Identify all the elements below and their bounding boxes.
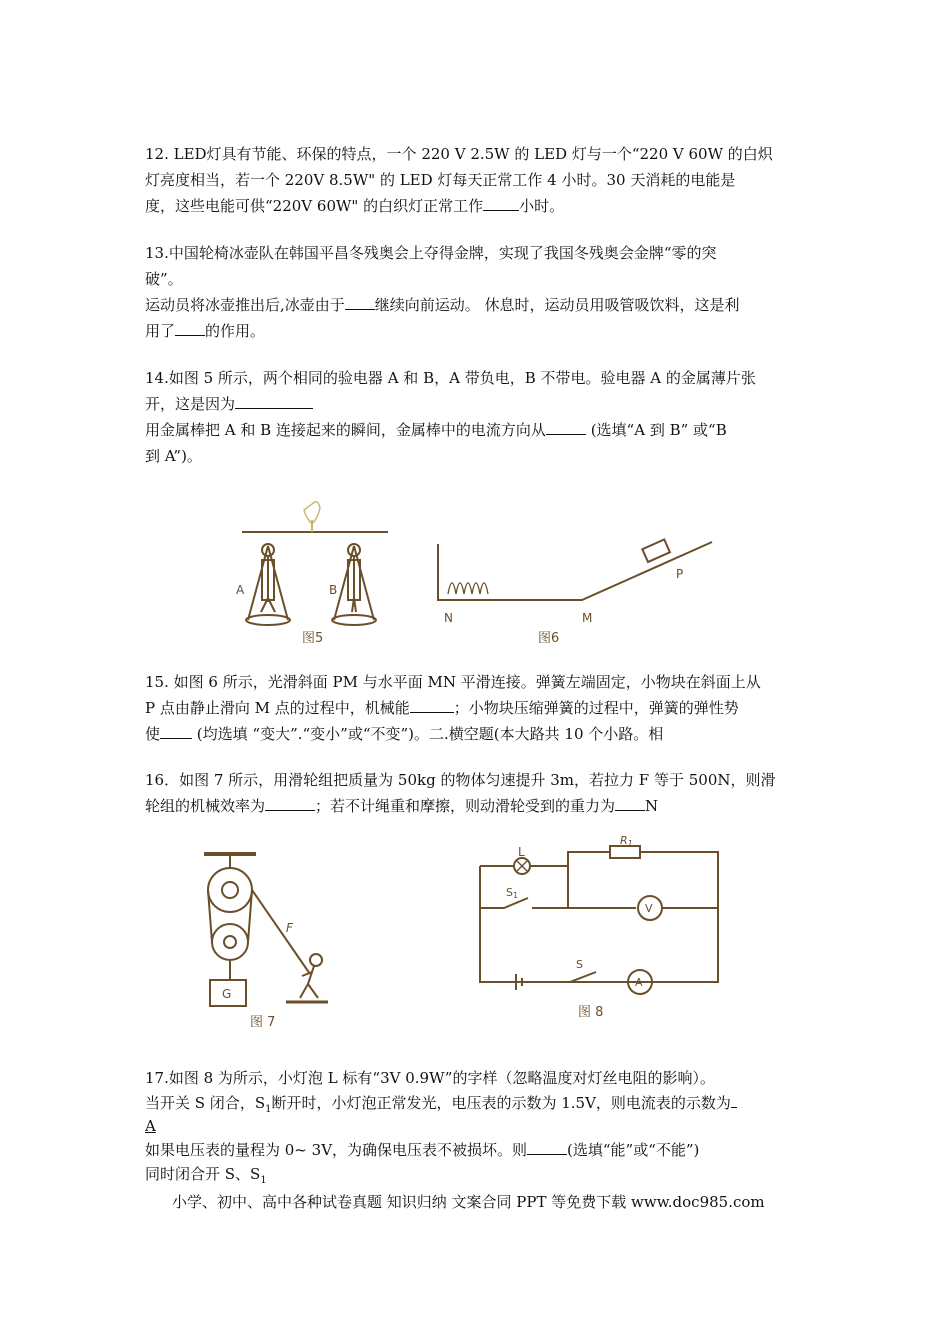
answer-blank — [265, 796, 315, 811]
q17-line-2 — [145, 1093, 737, 1120]
label-ammeter: A — [635, 976, 643, 989]
q16-line-1: 16．如图 7 所示，用滑轮组把质量为 50kg 的物体匀速提升 3m，若拉力 F 等于 500N，则滑 — [145, 771, 776, 789]
q15-line-3b: (均选填 “变大”.“变小”或“不变”)。二.横空题(本大路共 10 个小路。相 — [192, 725, 664, 743]
label-s1 — [506, 886, 518, 900]
q13-line-4a: 用了 — [145, 322, 176, 340]
figure-7-caption: 图 7 — [250, 1015, 276, 1030]
label-n: N — [444, 611, 453, 625]
answer-blank — [546, 420, 586, 435]
footer: 小学、初中、高中各种试卷真题 知识归纳 文案合同 PPT 等免费下载 www.doc985.com — [172, 1193, 765, 1211]
q17-line-5-sub: 1 — [260, 1175, 267, 1186]
q15-line-1: 15. 如图 6 所示，光滑斜面 PM 与水平面 MN 平滑连接。弹簧左端固定，小物块在斜面上从 — [145, 673, 761, 691]
q14-line-3 — [145, 420, 727, 440]
q17-line-2-sub: 1 — [265, 1104, 272, 1115]
figure-8-caption: 图 8 — [578, 1005, 604, 1020]
q17-line-4b: (选填“能”或“不能”) — [567, 1141, 700, 1159]
q16-line-2a: 轮组的机械效率为 — [145, 797, 266, 815]
q15-line-2b: ；小物块压缩弹簧的过程中，弹簧的弹性势 — [453, 699, 739, 717]
label-f: F — [286, 921, 293, 935]
figure-5-caption: 图5 — [302, 631, 324, 646]
q12-line-3a: 度，这些电能可供“220V 60W" 的白织灯正常工作 — [145, 197, 484, 215]
label-r1-main: R — [620, 836, 628, 847]
label-v: V — [645, 902, 653, 915]
q15-line-3 — [145, 724, 663, 744]
answer-blank — [175, 321, 205, 336]
figure-5 — [228, 494, 400, 646]
label-r1 — [620, 836, 633, 848]
q16-line-2b: ；若不计绳重和摩擦，则动滑轮受到的重力为 — [315, 797, 616, 815]
figure-7 — [190, 842, 330, 1032]
figure-6-caption: 图6 — [538, 631, 560, 646]
answer-blank — [483, 196, 519, 211]
q17-line-2a: 当开关 S 闭合，S — [145, 1094, 266, 1112]
q17-line-4a: 如果电压表的量程为 0~ 3V，为确保电压表不被损坏。则 — [145, 1141, 528, 1159]
answer-blank — [527, 1140, 567, 1155]
label-b: B — [329, 583, 338, 597]
label-s1-sub: 1 — [512, 891, 519, 900]
q13-line-1: 13.中国轮椅冰壶队在韩国平昌冬残奥会上夺得金牌，实现了我国冬残奥会金牌“零的突 — [145, 244, 717, 262]
q15-line-2 — [145, 698, 739, 718]
figure-6 — [432, 534, 716, 646]
label-m: M — [582, 611, 593, 625]
q14-line-3a: 用金属棒把 A 和 B 连接起来的瞬间，金属棒中的电流方向从 — [145, 421, 546, 439]
label-r1-sub: 1 — [627, 839, 633, 848]
q12-line-1: 12. LED灯具有节能、环保的特点，一个 220 V 2.5W 的 LED 灯与一个“220 V 60W 的白炽 — [145, 145, 773, 163]
answer-blank — [615, 796, 645, 811]
q15-line-3a: 使 — [145, 725, 161, 743]
q17-line-5 — [145, 1164, 267, 1191]
q12-line-3 — [145, 196, 564, 216]
label-s: S — [576, 958, 583, 971]
q14-line-1: 14.如图 5 所示，两个相同的验电器 A 和 B，A 带负电，B 不带电。验电器 A 的金属薄片张 — [145, 369, 756, 387]
q14-line-2a: 开，这是因为 — [145, 395, 236, 413]
q15-line-2a: P 点由静止滑向 M 点的过程中，机械能 — [145, 699, 410, 717]
q14-line-2 — [145, 394, 313, 414]
label-a: A — [236, 583, 245, 597]
q14-line-3b: (选填“A 到 B” 或“B — [585, 421, 727, 439]
q13-line-2: 破”。 — [145, 270, 183, 288]
q17-line-1: 17.如图 8 为所示，小灯泡 L 标有“3V 0.9W”的字样（忽略温度对灯丝电阻的影响）。 — [145, 1069, 715, 1087]
figure-8 — [460, 836, 750, 1024]
answer-blank — [235, 394, 313, 409]
answer-blank — [160, 724, 192, 739]
q17-line-4 — [145, 1140, 699, 1160]
q16-line-2 — [145, 796, 658, 816]
answer-blank — [731, 1093, 737, 1108]
q12-line-3b: 小时。 — [519, 197, 565, 215]
q17-line-2b: 断开时，小灯泡正常发光，电压表的示数为 1.5V，则电流表的示数为 — [271, 1094, 731, 1112]
answer-blank — [345, 295, 375, 310]
q14-line-4: 到 A”)。 — [145, 447, 202, 465]
q13-line-3b: 继续向前运动。 休息时，运动员用吸管吸饮料，这是利 — [374, 296, 740, 314]
label-l: L — [518, 845, 525, 859]
q12-line-2: 灯亮度相当，若一个 220V 8.5W" 的 LED 灯每天正常工作 4 小时。30 天消耗的电能是 — [145, 171, 736, 189]
q17-line-5a: 同时闭合开 S、S — [145, 1165, 261, 1183]
answer-blank — [410, 698, 454, 713]
label-g: G — [222, 987, 232, 1001]
label-s1-main: S — [506, 886, 513, 899]
q13-line-4b: 的作用。 — [205, 322, 266, 340]
q17-line-3: A — [145, 1117, 156, 1135]
q13-line-3 — [145, 295, 740, 315]
label-p: P — [676, 567, 684, 581]
q13-line-4 — [145, 321, 265, 341]
q13-line-3a: 运动员将冰壶推出后,冰壶由于 — [145, 296, 345, 314]
q16-line-2c: N — [645, 797, 659, 815]
